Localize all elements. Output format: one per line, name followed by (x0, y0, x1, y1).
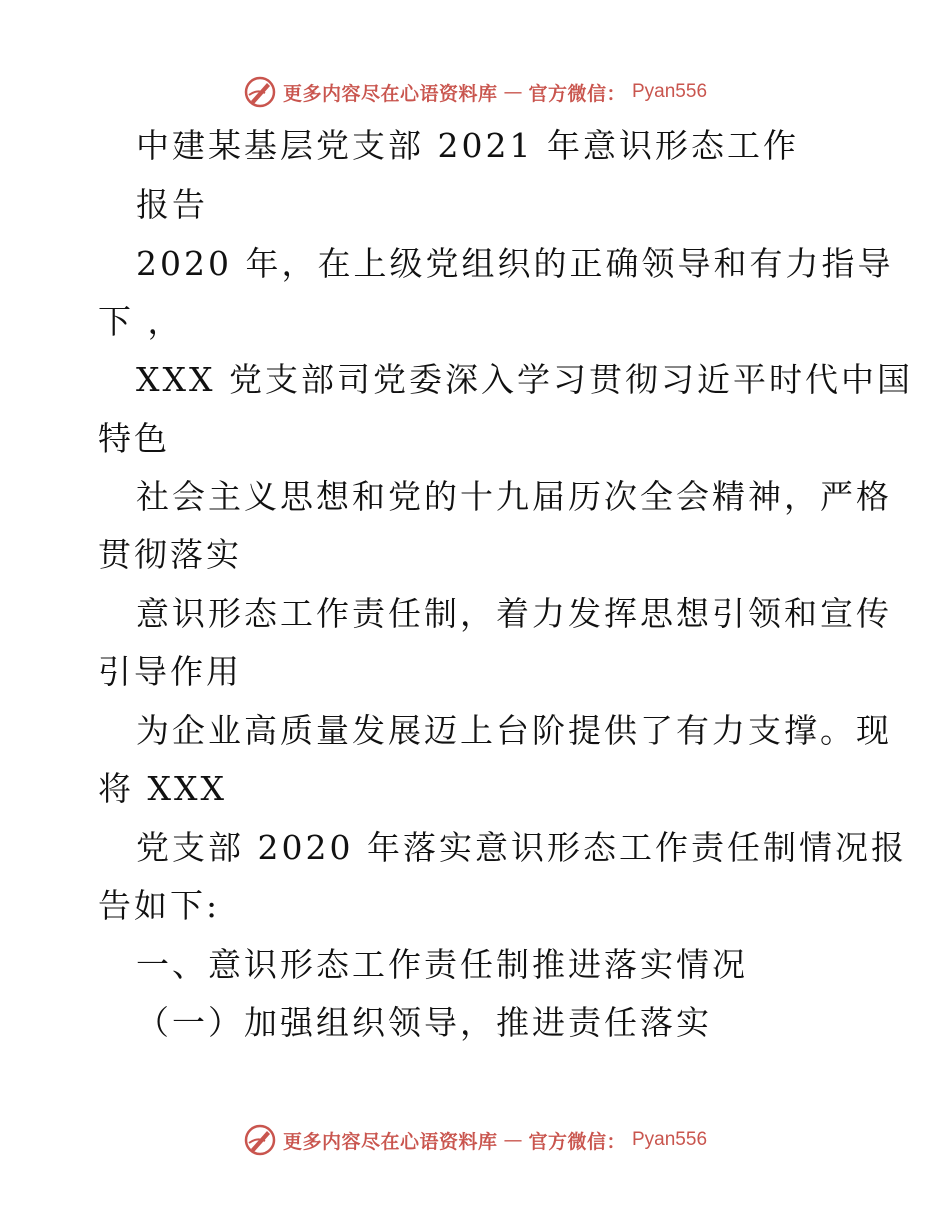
watermark-label: 官方微信： (528, 82, 626, 105)
doc-title-line-2: 报告 (136, 185, 208, 224)
watermark-id: Pyan556 (632, 1129, 708, 1150)
doc-paragraph-line: 告如下: (98, 886, 221, 925)
doc-paragraph-line: 2020 年，在上级党组织的正确领导和有力指导 (136, 244, 894, 283)
doc-paragraph-line: 引导作用 (98, 652, 242, 691)
doc-paragraph-line: XXX 党支部司党委深入学习贯彻习近平时代中国 (136, 360, 913, 399)
watermark-label: 官方微信： (528, 1130, 626, 1153)
doc-section-heading: 一、意识形态工作责任制推进落实情况 (136, 945, 748, 984)
watermark-footer (0, 1120, 950, 1160)
doc-subsection-heading: （一）加强组织领导，推进责任落实 (136, 1003, 712, 1042)
doc-paragraph-line: 社会主义思想和党的十九届历次全会精神，严格 (136, 477, 892, 516)
doc-paragraph-line: 下 ， (98, 302, 184, 341)
doc-paragraph-line: 意识形态工作责任制，着力发挥思想引领和宣传 (136, 594, 892, 633)
doc-paragraph-line: 将 XXX (98, 769, 227, 808)
doc-paragraph-line: 为企业高质量发展迈上台阶提供了有力支撑。现 (136, 711, 892, 750)
watermark-text: 更多内容尽在心语资料库 (282, 1130, 498, 1153)
watermark-text: 更多内容尽在心语资料库 (282, 82, 498, 105)
doc-paragraph-line: 党支部 2020 年落实意识形态工作责任制情况报 (136, 828, 907, 867)
watermark-separator: — (503, 1129, 523, 1151)
watermark-header (0, 72, 950, 112)
pen-logo-icon (243, 1123, 277, 1157)
doc-title-line-1: 中建某基层党支部 2021 年意识形态工作 (136, 126, 799, 165)
watermark-id: Pyan556 (632, 81, 708, 102)
doc-paragraph-line: 贯彻落实 (98, 535, 242, 574)
doc-paragraph-line: 特色 (98, 419, 170, 458)
pen-logo-icon (243, 75, 277, 109)
watermark-separator: — (503, 81, 523, 103)
